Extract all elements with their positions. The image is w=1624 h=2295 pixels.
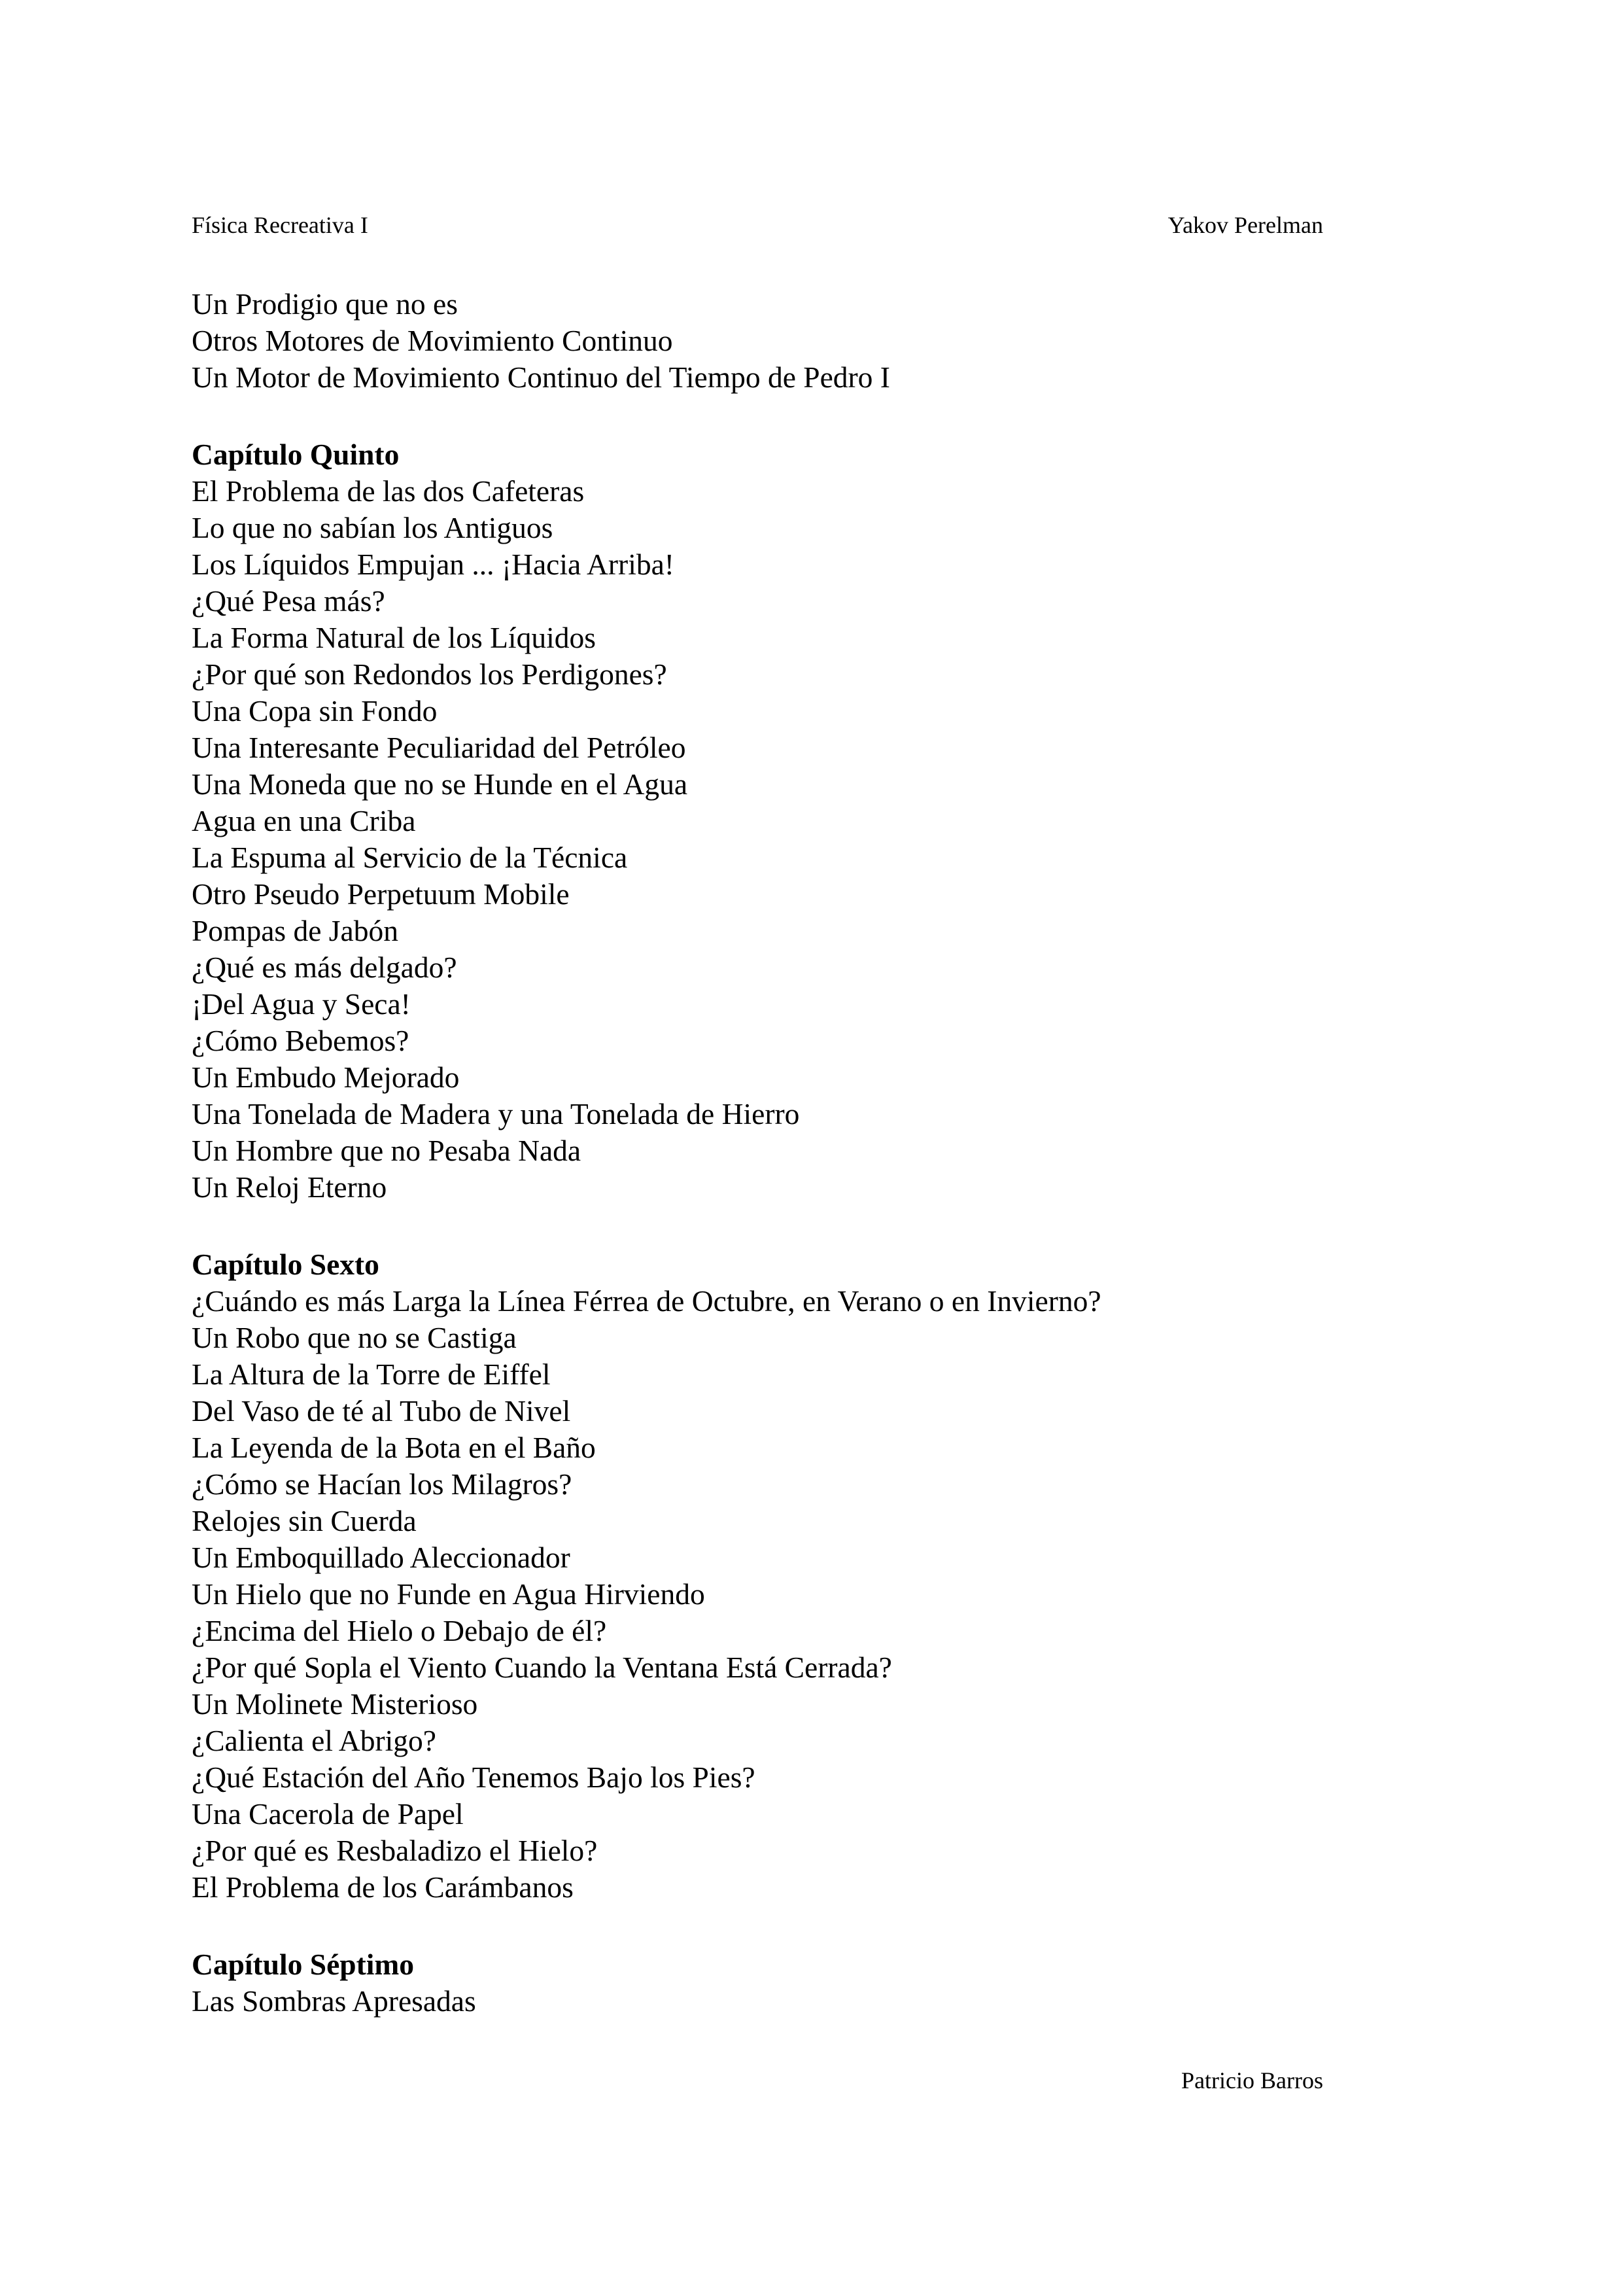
toc-item: Una Interesante Peculiaridad del Petróleo	[192, 731, 686, 764]
toc-item: ¿Por qué son Redondos los Perdigones?	[192, 657, 667, 691]
toc-item: ¿Cómo se Hacían los Milagros?	[192, 1467, 572, 1501]
toc-item: Relojes sin Cuerda	[192, 1504, 417, 1537]
toc-item: ¿Cuándo es más Larga la Línea Férrea de Octubre, en Verano o en Invierno?	[192, 1284, 1101, 1318]
toc-item: El Problema de las dos Cafeteras	[192, 474, 585, 508]
toc-item: Un Emboquillado Aleccionador	[192, 1541, 570, 1574]
toc-item: Las Sombras Apresadas	[192, 1984, 476, 2018]
page-footer	[1181, 2066, 1323, 2095]
toc-item: La Forma Natural de los Líquidos	[192, 621, 596, 654]
toc-item: Un Molinete Misterioso	[192, 1687, 478, 1721]
toc-item: Una Cacerola de Papel	[192, 1797, 464, 1831]
chapter-section-sexto	[192, 1246, 1434, 1906]
toc-item: ¿Qué Estación del Año Tenemos Bajo los Pies?	[192, 1761, 755, 1794]
toc-item: ¿Por qué es Resbaladizo el Hielo?	[192, 1834, 598, 1867]
toc-item: ¿Qué Pesa más?	[192, 584, 385, 618]
toc-item: Un Robo que no se Castiga	[192, 1321, 517, 1354]
footer-credit: Patricio Barros	[1181, 2067, 1323, 2094]
toc-item: Una Copa sin Fondo	[192, 694, 438, 727]
toc-item: Agua en una Criba	[192, 804, 416, 837]
toc-item: Un Embudo Mejorado	[192, 1060, 460, 1094]
toc-item: Un Hielo que no Funde en Agua Hirviendo	[192, 1577, 705, 1611]
toc-item: La Espuma al Servicio de la Técnica	[192, 841, 628, 874]
toc-item: ¿Encima del Hielo o Debajo de él?	[192, 1614, 607, 1647]
chapter-section-septimo	[192, 1946, 1434, 2020]
toc-item: Una Moneda que no se Hunde en el Agua	[192, 767, 688, 801]
toc-item: ¿Qué es más delgado?	[192, 951, 457, 984]
toc-item: La Altura de la Torre de Eiffel	[192, 1358, 551, 1391]
toc-item: Un Reloj Eterno	[192, 1170, 387, 1204]
toc-item: Una Tonelada de Madera y una Tonelada de Hierro	[192, 1097, 800, 1130]
toc-item: Lo que no sabían los Antiguos	[192, 511, 553, 544]
table-of-contents	[192, 286, 1434, 2020]
toc-item: Los Líquidos Empujan ... ¡Hacia Arriba!	[192, 548, 674, 581]
chapter-title: Capítulo Quinto	[192, 438, 400, 471]
toc-item: Del Vaso de té al Tubo de Nivel	[192, 1394, 571, 1428]
toc-item: Un Hombre que no Pesaba Nada	[192, 1134, 581, 1167]
toc-item: Otro Pseudo Perpetuum Mobile	[192, 877, 570, 911]
author-name: Yakov Perelman	[1167, 212, 1323, 238]
toc-item: Un Motor de Movimiento Continuo del Tiempo de Pedro I	[192, 360, 890, 394]
toc-item: Pompas de Jabón	[192, 914, 398, 947]
toc-item: La Leyenda de la Bota en el Baño	[192, 1431, 596, 1464]
toc-item: Otros Motores de Movimiento Continuo	[192, 324, 673, 357]
chapter-section-quinto	[192, 436, 1434, 1206]
chapter-title: Capítulo Séptimo	[192, 1948, 415, 1981]
toc-item: ¿Cómo Bebemos?	[192, 1024, 409, 1057]
toc-item: El Problema de los Carámbanos	[192, 1870, 574, 1904]
book-title: Física Recreativa I	[192, 212, 368, 238]
toc-item: Un Prodigio que no es	[192, 287, 458, 321]
toc-item: ¡Del Agua y Seca!	[192, 987, 411, 1021]
chapter-title: Capítulo Sexto	[192, 1248, 379, 1281]
intro-section	[192, 286, 1434, 396]
toc-item: ¿Por qué Sopla el Viento Cuando la Ventana Está Cerrada?	[192, 1651, 892, 1684]
toc-item: ¿Calienta el Abrigo?	[192, 1724, 436, 1757]
